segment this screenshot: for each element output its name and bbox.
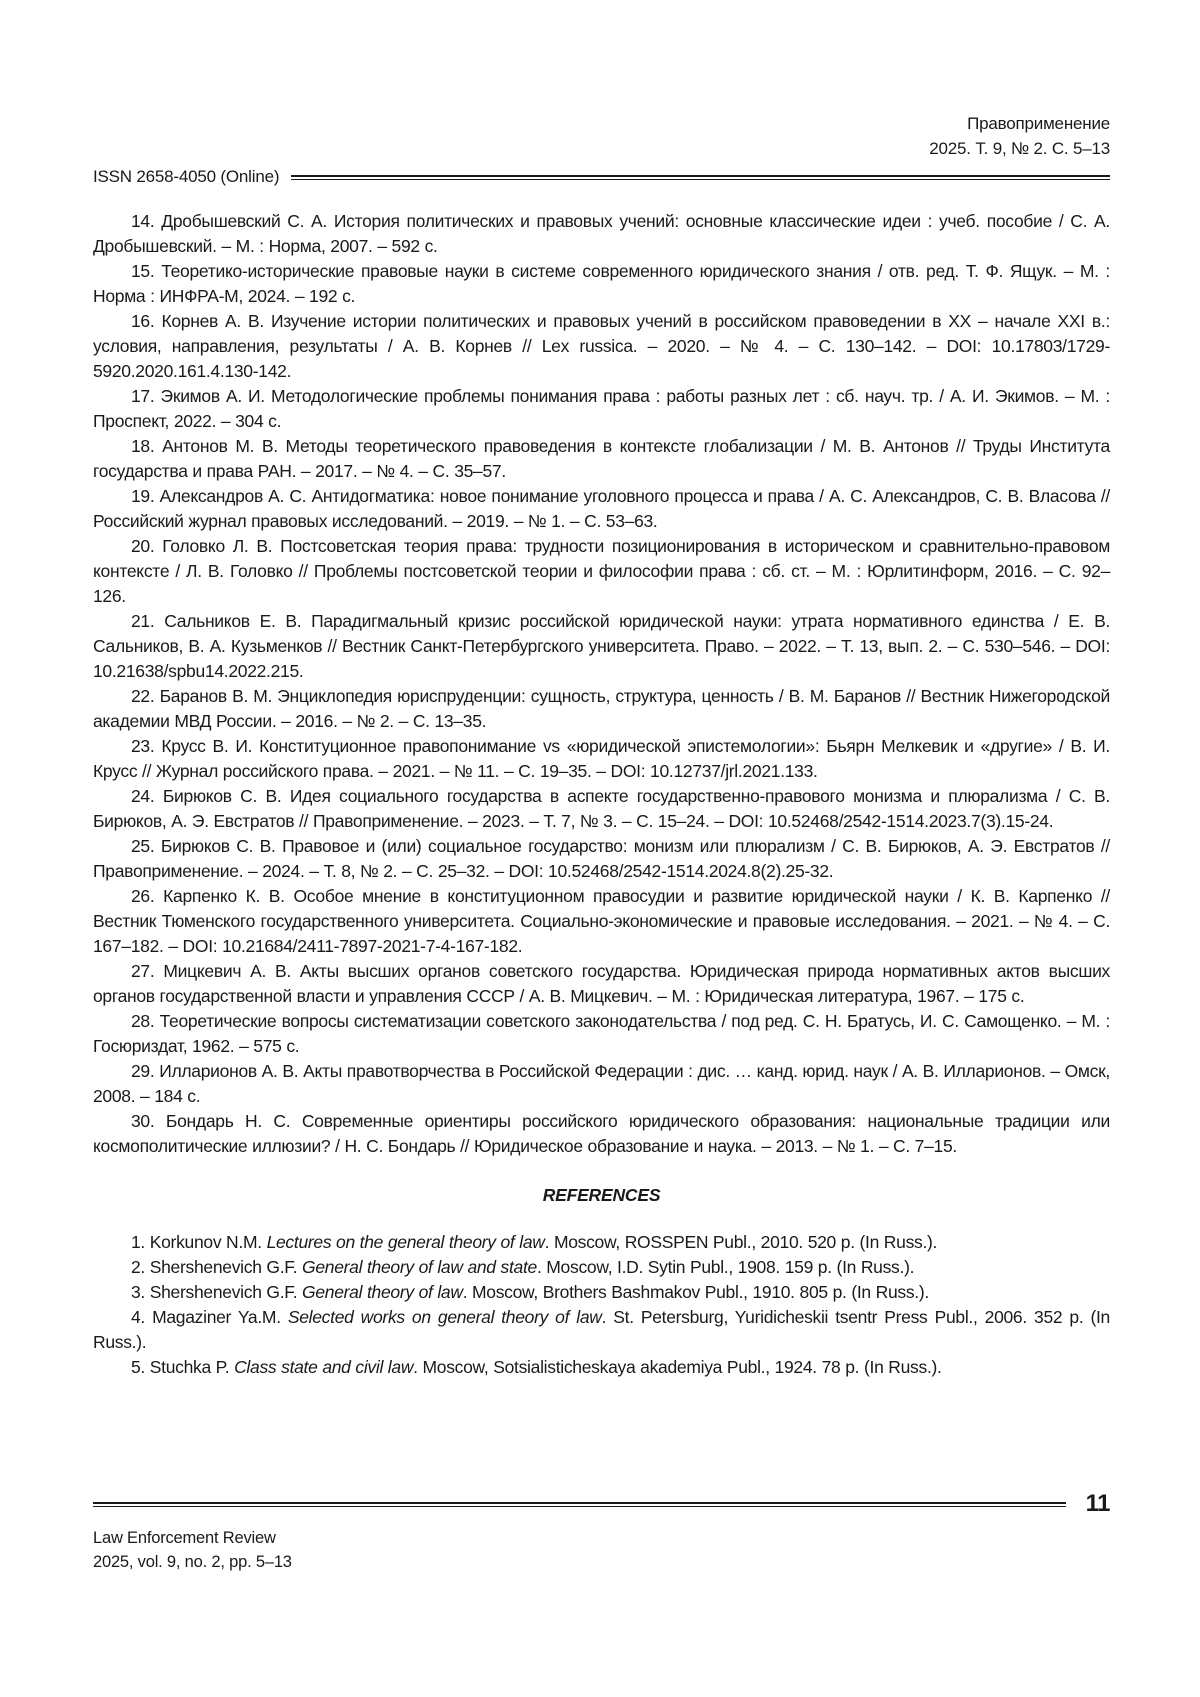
journal-issue-en: 2025, vol. 9, no. 2, pp. 5–13 (93, 1553, 292, 1571)
reference-text: . Moscow, Brothers Bashmakov Publ., 1910. 805 p. (In Russ.). (462, 1282, 929, 1302)
journal-issue-ru: 2025. Т. 9, № 2. С. 5–13 (929, 138, 1110, 158)
reference-title-italic: Selected works on general theory of law (287, 1307, 602, 1327)
bibliography-item: 24. Бирюков С. В. Идея социального государства в аспекте государственно-правового монизма и плюрализма / С. В. Бирюков, А. Э. Евстратов // Правоприменение. – 2023. – Т. 7, № 3. – С. 15–24. – DOI: 10.52468/2542-1514.2023.7(3).15-24. (93, 786, 1110, 831)
bibliography-item: 15. Теоретико-исторические правовые науки в системе современного юридического знания / отв. ред. Т. Ф. Ящук. – М. : Норма : ИНФРА-М, 2024. – 192 с. (93, 261, 1110, 306)
bibliography-item: 20. Головко Л. В. Постсоветская теория права: трудности позиционирования в историческом и сравнительно-правовом контексте / Л. В. Головко // Проблемы постсоветской теории и философии права : сб. ст. – М. : Юрлитинформ, 2016. – С. 92–126. (93, 536, 1110, 606)
reference-text: 1. Korkunov N.M. (131, 1232, 267, 1252)
bibliography-section (93, 209, 1110, 1380)
bibliography-item: 21. Сальников Е. В. Парадигмальный кризис российской юридической науки: утрата нормативного единства / Е. В. Сальников, В. А. Кузьменков // Вестник Санкт-Петербургского университета. Право. – 2022. – Т. 13, вып. 2. – С. 530–546. – DOI: 10.21638/spbu14.2022.215. (93, 611, 1110, 681)
issn-label: ISSN 2658-4050 (Online) (93, 167, 280, 186)
reference-text: . Moscow, Sotsialisticheskaya akademiya Publ., 1924. 78 p. (In Russ.). (413, 1357, 942, 1377)
reference-item (93, 1280, 1110, 1305)
reference-text: 2. Shershenevich G.F. (131, 1257, 303, 1277)
reference-item (93, 1230, 1110, 1255)
header-rule (291, 175, 1110, 180)
references-section (93, 1230, 1110, 1380)
reference-item (93, 1355, 1110, 1380)
header-right-block (93, 112, 1110, 161)
journal-title-en: Law Enforcement Review (93, 1529, 276, 1547)
bibliography-item: 18. Антонов М. В. Методы теоретического правоведения в контексте глобализации / М. В. Антонов // Труды Института государства и права РАН. – 2017. – № 4. – С. 35–57. (93, 436, 1110, 481)
bibliography-item: 23. Крусс В. И. Конституционное правопонимание vs «юридической эпистемологии»: Бьярн Мелкевик и «другие» / В. И. Крусс // Журнал российского права. – 2021. – № 11. – С. 19–35. – DOI: 10.12737/jrl.2021.133. (93, 736, 1110, 781)
references-heading: REFERENCES (542, 1185, 661, 1205)
bibliography-item: 26. Карпенко К. В. Особое мнение в конституционном правосудии и развитие юридической науки / К. В. Карпенко // Вестник Тюменского государственного университета. Социально-экономические и правовые исследования. – 2021. – № 4. – С. 167–182. – DOI: 10.21684/2411-7897-2021-7-4-167-182. (93, 886, 1110, 956)
reference-title-italic: Lectures on the general theory of law (266, 1232, 545, 1252)
reference-text: 3. Shershenevich G.F. (131, 1282, 303, 1302)
bibliography-item: 19. Александров А. С. Антидогматика: новое понимание уголовного процесса и права / А. С. Александров, С. В. Власова // Российский журнал правовых исследований. – 2019. – № 1. – С. 53–63. (93, 486, 1110, 531)
reference-title-italic: General theory of law (302, 1282, 463, 1302)
reference-item (93, 1305, 1110, 1355)
page-footer (93, 1490, 1110, 1574)
issn-row (93, 167, 1110, 187)
bibliography-item: 27. Мицкевич А. В. Акты высших органов советского государства. Юридическая природа нормативных актов высших органов государственной власти и управления СССР / А. В. Мицкевич. – М. : Юридическая литература, 1967. – 175 с. (93, 961, 1110, 1006)
footer-rule-row (93, 1490, 1110, 1518)
reference-title-italic: Class state and civil law (234, 1357, 414, 1377)
reference-item (93, 1255, 1110, 1280)
bibliography-item: 30. Бондарь Н. С. Современные ориентиры российского юридического образования: национальные традиции или космополитические иллюзии? / Н. С. Бондарь // Юридическое образование и наука. – 2013. – № 1. – С. 7–15. (93, 1111, 1110, 1156)
footer-rule (93, 1502, 1066, 1507)
bibliography-item: 14. Дробышевский С. А. История политических и правовых учений: основные классические идеи : учеб. пособие / С. А. Дробышевский. – М. : Норма, 2007. – 592 с. (93, 211, 1110, 256)
reference-text: 4. Magaziner Ya.M. (131, 1307, 288, 1327)
reference-title-italic: General theory of law and state (302, 1257, 537, 1277)
bibliography-item: 22. Баранов В. М. Энциклопедия юриспруденции: сущность, структура, ценность / В. М. Баранов // Вестник Нижегородской академии МВД России. – 2016. – № 2. – С. 13–35. (93, 686, 1110, 731)
page-header (93, 112, 1110, 187)
bibliography-item: 17. Экимов А. И. Методологические проблемы понимания права : работы разных лет : сб. науч. тр. / А. И. Экимов. – М. : Проспект, 2022. – 304 с. (93, 386, 1110, 431)
page-number: 11 (1085, 1490, 1110, 1517)
reference-text: . Moscow, ROSSPEN Publ., 2010. 520 p. (In Russ.). (544, 1232, 938, 1252)
bibliography-item: 28. Теоретические вопросы систематизации советского законодательства / под ред. С. Н. Братусь, И. С. Самощенко. – М. : Госюриздат, 1962. – 575 с. (93, 1011, 1110, 1056)
reference-text: 5. Stuchka P. (131, 1357, 235, 1377)
footer-meta (93, 1526, 1110, 1574)
reference-text: . St. Petersburg, Yuridicheskii tsentr Press Publ., 2006. 352 p. (In Russ.). (93, 1307, 1110, 1352)
bibliography-item: 25. Бирюков С. В. Правовое и (или) социальное государство: монизм или плюрализм / С. В. Бирюков, А. Э. Евстратов // Правоприменение. – 2024. – Т. 8, № 2. – С. 25–32. – DOI: 10.52468/2542-1514.2024.8(2).25-32. (93, 836, 1110, 881)
reference-text: . Moscow, I.D. Sytin Publ., 1908. 159 p. (In Russ.). (536, 1257, 915, 1277)
journal-title-ru: Правоприменение (967, 114, 1110, 133)
bibliography-item: 29. Илларионов А. В. Акты правотворчества в Российской Федерации : дис. … канд. юрид. наук / А. В. Илларионов. – Омск, 2008. – 184 с. (93, 1061, 1110, 1106)
bibliography-item: 16. Корнев А. В. Изучение истории политических и правовых учений в российском правоведении в XX – начале XXI в.: условия, направления, результаты / А. В. Корнев // Lex russica. – 2020. – № 4. – С. 130–142. – DOI: 10.17803/1729-5920.2020.161.4.130-142. (93, 311, 1110, 381)
